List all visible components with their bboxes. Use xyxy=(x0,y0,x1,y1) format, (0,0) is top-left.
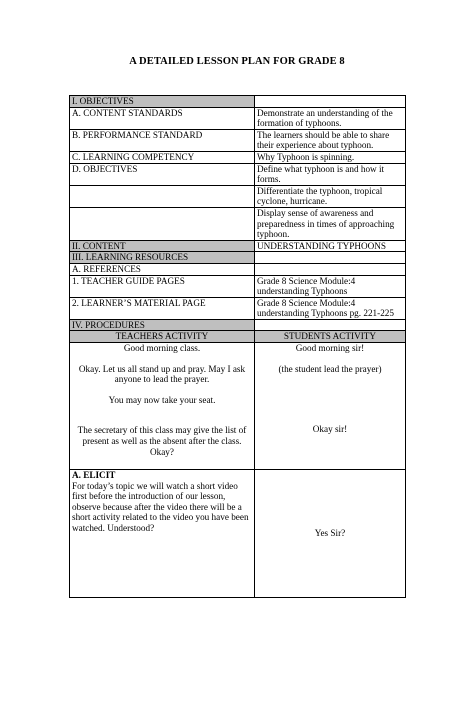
teacher-line: You may now take your seat. xyxy=(108,394,216,405)
objectives-header: I. OBJECTIVES xyxy=(70,96,255,108)
content-standards-label: A. CONTENT STANDARDS xyxy=(70,107,255,129)
procedures-header-row xyxy=(70,319,406,331)
students-activity-header: STUDENTS ACTIVITY xyxy=(255,331,406,343)
activity-header-row xyxy=(70,331,406,343)
teacher-guide-row xyxy=(70,275,406,297)
learning-resources-header-row xyxy=(70,252,406,264)
learner-material-label: 2. LEARNER’S MATERIAL PAGE xyxy=(70,297,255,319)
learning-competency-label: C. LEARNING COMPETENCY xyxy=(70,151,255,163)
student-line: (the student lead the prayer) xyxy=(278,363,382,374)
elicit-heading: A. ELICIT xyxy=(72,470,116,481)
student-activity-cell xyxy=(255,343,406,470)
empty-cell xyxy=(255,263,406,275)
objectives-row xyxy=(70,185,406,207)
objectives-label: D. OBJECTIVES xyxy=(70,163,255,185)
empty-cell xyxy=(255,252,406,264)
activities-row xyxy=(70,343,406,470)
teacher-line: Good morning class. xyxy=(123,343,201,354)
empty-cell xyxy=(255,96,406,108)
content-standards-row xyxy=(70,107,406,129)
references-row xyxy=(70,263,406,275)
objectives-header-row xyxy=(70,96,406,108)
document-title: A DETAILED LESSON PLAN FOR GRADE 8 xyxy=(129,56,345,67)
performance-standard-value: The learners should be able to share their experience about typhoon. xyxy=(255,129,406,151)
content-row xyxy=(70,240,406,252)
lesson-plan-table xyxy=(69,95,406,598)
elicit-row xyxy=(70,470,406,598)
learning-resources-header: III. LEARNING RESOURCES xyxy=(70,252,255,264)
objective-item: Define what typhoon is and how it forms. xyxy=(255,163,406,185)
student-line: Okay sir! xyxy=(312,424,348,435)
content-value: UNDERSTANDING TYPHOONS xyxy=(255,240,406,252)
student-line: Good morning sir! xyxy=(295,343,365,354)
learner-material-row xyxy=(70,297,406,319)
elicit-text: For today’s topic we will watch a short video first before the introduction of our lesson, observe because after the video there will be a short activity related to the video you have been watched. Understood? xyxy=(72,480,249,534)
objective-item: Display sense of awareness and preparedness in times of approaching typhoon. xyxy=(255,207,406,240)
objectives-row xyxy=(70,163,406,185)
elicit-student-response: Yes Sir? xyxy=(255,470,406,598)
elicit-cell xyxy=(70,470,255,598)
performance-standard-row xyxy=(70,129,406,151)
empty-cell xyxy=(255,319,406,331)
content-standards-value: Demonstrate an understanding of the formation of typhoons. xyxy=(255,107,406,129)
teacher-guide-label: 1. TEACHER GUIDE PAGES xyxy=(70,275,255,297)
teacher-line: Okay. Let us all stand up and pray. May I ask anyone to lead the prayer. xyxy=(78,363,246,385)
content-label: II. CONTENT xyxy=(70,240,255,252)
teacher-activity-cell xyxy=(70,343,255,470)
objective-item: Differentiate the typhoon, tropical cyclone, hurricane. xyxy=(255,185,406,207)
procedures-header: IV. PROCEDURES xyxy=(70,319,255,331)
performance-standard-label: B. PERFORMANCE STANDARD xyxy=(70,129,255,151)
teacher-line: The secretary of this class may give the list of present as well as the absent after the class. Okay? xyxy=(77,425,247,457)
references-label: A. REFERENCES xyxy=(70,263,255,275)
objectives-row xyxy=(70,207,406,240)
teacher-guide-value: Grade 8 Science Module:4 understanding Typhoons xyxy=(255,275,406,297)
teachers-activity-header: TEACHERS ACTIVITY xyxy=(70,331,255,343)
learning-competency-row xyxy=(70,151,406,163)
learner-material-value: Grade 8 Science Module:4 understanding Typhoons pg. 221-225 xyxy=(255,297,406,319)
empty-cell xyxy=(70,185,255,207)
empty-cell xyxy=(70,207,255,240)
learning-competency-value: Why Typhoon is spinning. xyxy=(255,151,406,163)
